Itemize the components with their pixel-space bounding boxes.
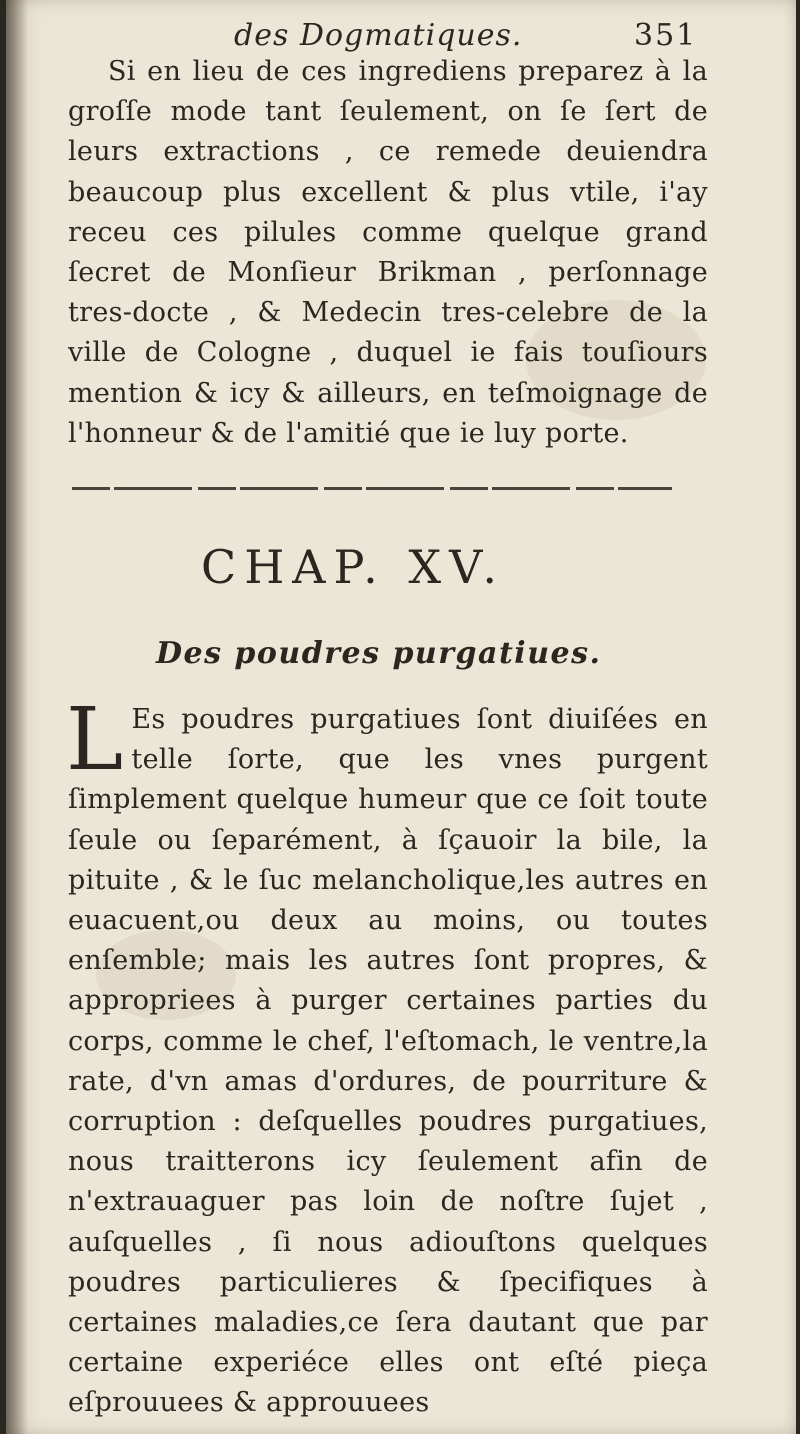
chapter-body-text: Es poudres purgatiues ſont diuiſées en telle ſorte, que les vnes purgent ſimplement quelque humeur que ce ſoit toute ſeule ou ſeparément, à ſçauoir la bile, la pituite , & le ſuc melancholique,les autres en euacuent,ou deux au moins, ou toutes enſemble; mais les autres ſont propres, & appropriees à purger certaines parties du corps, comme le chef, l'eſtomach, le ventre,la rate, d'vn amas d'ordures, de pourriture & corruption : deſquelles poudres purgatiues, nous traitterons icy ſeulement afin de n'extrauaguer pas loin de noſtre ſujet , auſquelles , ſi nous adiouſtons quelques poudres particulieres & ſpecifiques à certaines maladies,ce ſera dautant que par certaine experiéce elles ont eſté pieça eſprouuees & approuuees — [68, 704, 708, 1419]
drop-cap: L — [66, 690, 124, 790]
chapter-body-block — [66, 690, 708, 1424]
running-title: des Dogmatiques. — [234, 18, 523, 53]
intro-paragraph-block — [68, 52, 708, 454]
chapter-heading: CHAP. XV. — [201, 540, 505, 594]
chapter-subtitle: Des poudres purgatiues. — [156, 636, 602, 671]
page-number: 351 — [634, 18, 698, 53]
section-divider-rule — [72, 487, 672, 490]
intro-paragraph: Si en lieu de ces ingrediens preparez à la groſſe mode tant ſeulement, on ſe ſert de leurs extractions , ce remede deuiendra beaucoup plus excellent & plus vtile, i'ay receu ces pilules comme quelque grand ſecret de Monſieur Brikman , perſonnage tres-docte , & Medecin tres-celebre de la ville de Cologne , duquel ie fais touſiours mention & icy & ailleurs, en teſmoignage de l'honneur & de l'amitié que ie luy porte. — [68, 56, 708, 449]
book-page — [6, 0, 796, 1434]
chapter-body-paragraph — [66, 690, 708, 1424]
